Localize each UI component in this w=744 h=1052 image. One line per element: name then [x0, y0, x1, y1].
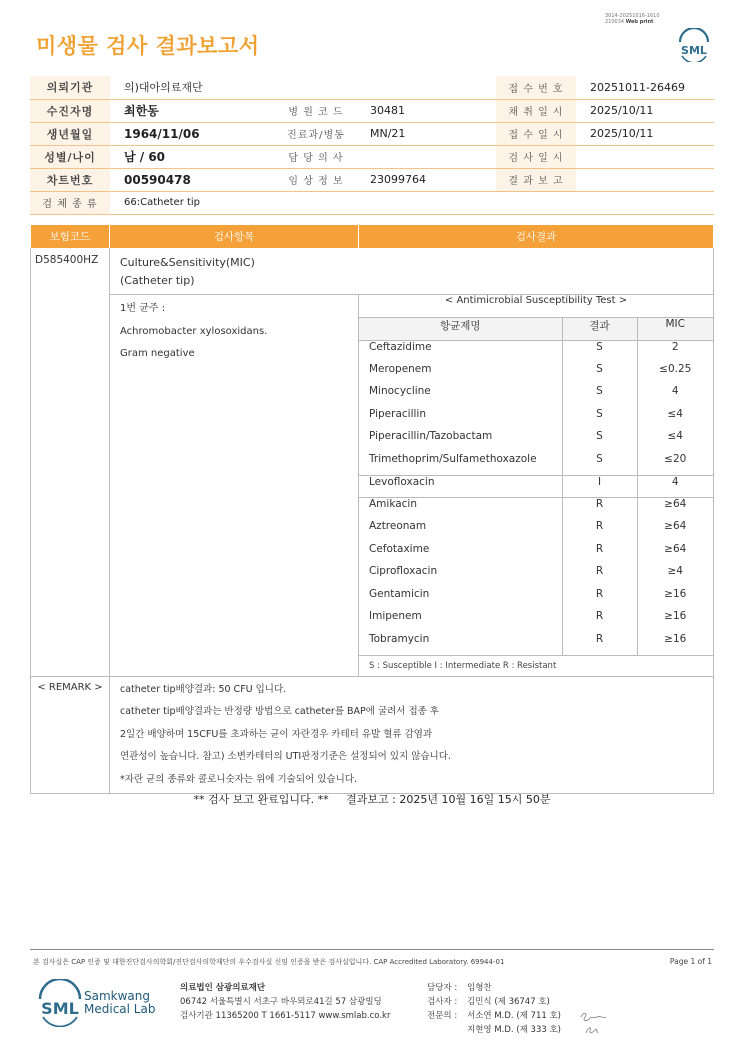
staff-role: 검사자 : — [427, 997, 458, 1007]
drug-mic: 2 — [637, 340, 713, 363]
info-row — [30, 122, 714, 145]
samkwang-logo-icon — [36, 979, 84, 1027]
info-value — [576, 145, 714, 168]
info-label: 임 상 정 보 — [276, 168, 356, 191]
print-code: 3014-20251016-1610 — [605, 13, 660, 19]
info-label: 성별/나이 — [30, 145, 110, 168]
insurance-code: D585400HZ — [31, 248, 110, 676]
info-label: 담 당 의 사 — [276, 145, 356, 168]
specimen-label: 검 체 종 류 — [30, 191, 110, 214]
ast-row — [359, 408, 713, 431]
drug-mic: ≥64 — [637, 520, 713, 543]
org-contact: 검사기관 11365200 T 1661-5117 www.smlab.co.kr — [180, 1011, 391, 1021]
remark-table — [30, 676, 714, 794]
specimen-value: 66:Catheter tip — [110, 191, 714, 214]
col-code-header: 보험코드 — [31, 225, 110, 248]
page-number: Page 1 of 1 — [669, 957, 712, 966]
organism-block — [110, 295, 713, 676]
drug-name: Meropenem — [369, 362, 432, 375]
staff-role: 담당자 : — [427, 983, 458, 993]
drug-result: R — [562, 565, 637, 588]
info-row-specimen — [30, 191, 714, 214]
drug-name: Amikacin — [359, 498, 562, 521]
info-row — [30, 168, 714, 191]
info-label: 생년월일 — [30, 122, 110, 145]
results-table — [30, 225, 714, 676]
info-value: 2025/10/11 — [576, 99, 714, 122]
info-row — [30, 99, 714, 122]
drug-name: Imipenem — [369, 610, 422, 622]
ast-table — [359, 295, 713, 655]
staff-role: 전문의 : — [427, 1011, 458, 1021]
sml-logo-text: SML — [681, 44, 707, 57]
drug-name: Ceftazidime — [369, 340, 432, 353]
info-label: 의뢰기관 — [30, 76, 110, 99]
info-label: 접 수 일 시 — [496, 122, 576, 145]
drug-result: S — [562, 340, 637, 363]
drug-mic: ≥16 — [637, 633, 713, 656]
info-row — [30, 145, 714, 168]
col-result-header: 검사결과 — [359, 225, 714, 248]
drug-mic: 4 — [637, 475, 713, 498]
info-value: 23099764 — [356, 168, 496, 191]
ast-head-mic: MIC — [637, 318, 713, 341]
drug-result: R — [562, 520, 637, 543]
remark-line: catheter tip배양결과: 50 CFU 입니다. — [120, 684, 287, 695]
drug-name: Tobramycin — [369, 632, 430, 645]
info-label: 검 사 일 시 — [496, 145, 576, 168]
ast-row — [359, 340, 713, 363]
remark-line: 연관성이 높습니다. 참고) 소변카테터의 UTI판정기준은 설정되어 있지 않습니다. — [120, 751, 451, 763]
drug-mic: ≥4 — [637, 565, 713, 588]
info-label: 접 수 번 호 — [496, 76, 576, 99]
drug-name: Trimethoprim/Sulfamethoxazole — [369, 452, 537, 465]
drug-name: Cefotaxime — [369, 542, 430, 555]
info-value: 최한동 — [110, 99, 276, 122]
report-title: 미생물 검사 결과보고서 — [36, 34, 260, 58]
drug-result: S — [562, 385, 637, 408]
ast-row — [359, 565, 713, 588]
remark-text — [110, 677, 714, 794]
test-name: Culture&Sensitivity(MIC) — [120, 256, 255, 269]
ast-row — [359, 633, 713, 656]
info-label: 채 취 일 시 — [496, 99, 576, 122]
info-value: MN/21 — [356, 122, 496, 145]
info-label: 결 과 보 고 — [496, 168, 576, 191]
remark-line: *자란 균의 종류와 콜로니숫자는 위에 기술되어 있습니다. — [120, 773, 357, 785]
ast-row — [359, 543, 713, 566]
info-value: 남 / 60 — [110, 145, 276, 168]
brand-line-2: Medical Lab — [84, 1002, 156, 1016]
staff-name: 임형찬 — [467, 983, 492, 993]
ast-row — [359, 475, 713, 498]
ast-row — [359, 520, 713, 543]
org-name: 의료법인 삼광의료재단 — [180, 983, 266, 993]
staff-role — [427, 1023, 467, 1037]
drug-name: Piperacillin/Tazobactam — [369, 430, 493, 442]
test-specimen: (Catheter tip) — [120, 274, 195, 287]
info-value: 00590478 — [110, 168, 276, 191]
staff-name: 지현영 M.D. (제 333 호) — [467, 1025, 562, 1035]
drug-result: S — [562, 363, 637, 386]
info-value: 20251011-26469 — [576, 76, 714, 99]
info-label: 병 원 코 드 — [276, 99, 356, 122]
completion-notice: ** 검사 보고 완료입니다. ** 결과보고 : 2025년 10월 16일 15시 50분 — [193, 793, 551, 806]
sml-logo-icon — [676, 28, 712, 62]
brand-line-1: Samkwang — [84, 989, 150, 1003]
drug-result: R — [562, 498, 637, 521]
ast-row — [359, 385, 713, 408]
ast-row — [359, 610, 713, 633]
staff-list — [427, 981, 561, 1037]
drug-mic: ≥64 — [637, 498, 713, 521]
drug-result: S — [562, 453, 637, 476]
drug-result: R — [562, 588, 637, 611]
organism-info — [110, 295, 359, 676]
footer-divider — [30, 949, 714, 950]
info-value: 2025/10/11 — [576, 122, 714, 145]
drug-name: Minocycline — [369, 385, 431, 397]
ast-panel — [359, 295, 713, 676]
info-value — [576, 168, 714, 191]
drug-name: Aztreonam — [369, 520, 427, 532]
print-code-2: 210034 — [605, 19, 625, 25]
ast-row — [359, 363, 713, 386]
ast-row — [359, 430, 713, 453]
drug-name: Levofloxacin — [359, 475, 562, 498]
drug-result: S — [562, 408, 637, 431]
test-name-block — [110, 248, 713, 295]
staff-name: 서소연 M.D. (제 711 호) — [467, 1011, 562, 1021]
brand-name — [84, 990, 155, 1016]
signature-icon — [578, 1009, 618, 1037]
ast-title: < Antimicrobial Susceptibility Test > — [359, 295, 713, 318]
drug-result: S — [562, 430, 637, 453]
cap-certification: 본 검사실은 CAP 인증 및 대한진단검사의학회/진단검사의학재단의 우수검사실 신임 인증을 받은 검사실입니다. CAP Accredited Laboratory. 69944-01 — [33, 958, 505, 966]
drug-name: Piperacillin — [369, 407, 426, 420]
gram-stain: Gram negative — [120, 348, 195, 359]
ast-head-result: 결과 — [562, 318, 637, 341]
col-item-header: 검사항목 — [110, 225, 359, 248]
remark-line: 2일간 배양하며 15CFU를 초과하는 균이 자란경우 카테터 유발 혈류 감염과 — [120, 728, 433, 740]
info-label: 차트번호 — [30, 168, 110, 191]
info-value — [356, 145, 496, 168]
drug-mic: ≤4 — [637, 430, 713, 453]
info-value: 30481 — [356, 99, 496, 122]
info-value: 의)대아의료재단 — [110, 76, 496, 99]
ast-row — [359, 588, 713, 611]
drug-mic: ≥64 — [637, 543, 713, 566]
drug-mic: ≥16 — [637, 588, 713, 611]
result-body — [110, 248, 714, 676]
patient-info-table — [30, 76, 714, 215]
footer-logo-text: SML — [41, 999, 79, 1018]
ast-row — [359, 498, 713, 521]
drug-mic: ≥16 — [637, 610, 713, 633]
drug-result: R — [562, 610, 637, 633]
remark-line: catheter tip배양결과는 반정량 방법으로 catheter를 BAP에 굴려서 접종 후 — [120, 706, 440, 718]
drug-result: I — [562, 475, 637, 498]
ast-legend: S : Susceptible I : Intermediate R : Resistant — [359, 655, 713, 676]
info-label: 수진자명 — [30, 99, 110, 122]
drug-mic: 4 — [637, 385, 713, 408]
ast-head-drug: 항균제명 — [359, 318, 562, 341]
print-label: Web print — [625, 19, 654, 25]
org-address: 06742 서울특별시 서초구 바우뫼로41길 57 삼광빌딩 — [180, 997, 382, 1007]
results-section — [30, 225, 714, 794]
ast-row — [359, 453, 713, 476]
drug-mic: ≤4 — [637, 408, 713, 431]
info-row — [30, 76, 714, 99]
info-value: 1964/11/06 — [110, 122, 276, 145]
drug-result: R — [562, 633, 637, 656]
drug-name: Ciprofloxacin — [369, 565, 438, 577]
remark-label: < REMARK > — [31, 677, 110, 794]
drug-result: R — [562, 543, 637, 566]
print-info — [605, 13, 660, 25]
drug-mic: ≤20 — [637, 453, 713, 476]
info-label: 진료과/병동 — [276, 122, 356, 145]
organization-info — [180, 981, 390, 1023]
organism-label: 1번 균주 : — [120, 303, 166, 314]
drug-name: Gentamicin — [369, 587, 430, 600]
staff-name: 김민식 (제 36747 호) — [467, 997, 550, 1007]
drug-mic: ≤0.25 — [637, 363, 713, 386]
organism-name: Achromobacter xylosoxidans. — [120, 325, 268, 337]
